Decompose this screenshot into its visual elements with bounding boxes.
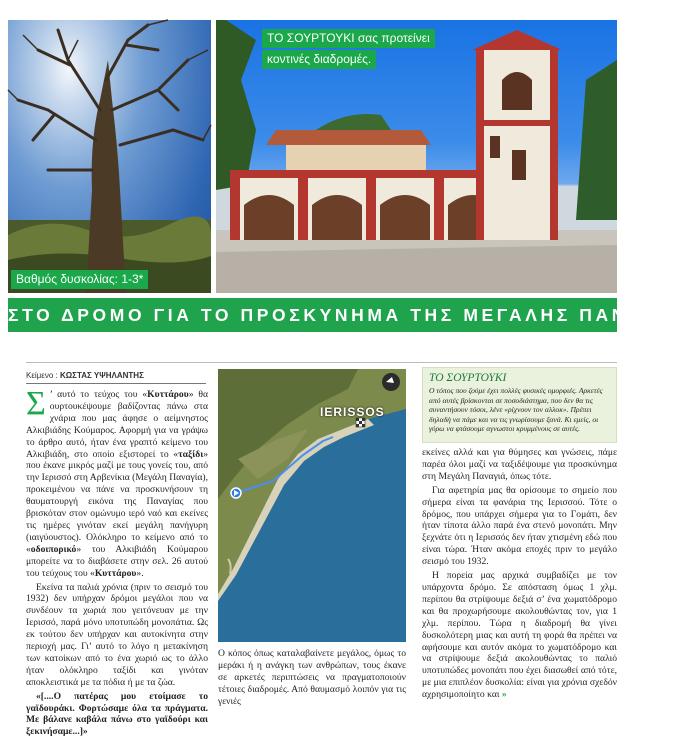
text-run: ’ αυτό το τεύχος του « bbox=[49, 389, 148, 400]
continue-arrow-icon: » bbox=[501, 689, 507, 701]
text-run: Η πορεία μας αρχικά συμβαδίζει με τον υπάρχοντα δρόμο. Σε απόσταση όμως 1 χλμ. περίπου θα στρίψουμε δεξιά σ’ ένα χωματόδρομο και θα προχωρήσουμε ακολουθώντας τον, για 1 χλμ. περίπου. Τώρα η διαδρομή θα γίνει δυσκολότερη μιας και αυτή τη φορά θα πρέπει να αφήσουμε και αυτόν ακόμα το χωματόδρομο και να στρίψουμε δεξιά ακολουθώντας το παλιό υποτυπώδες μονοπάτι που έχει διασωθεί από τότε, με μια επιπλέον δυσκολία: είναι για χρόνια σχεδόν αχρησιμοποίητο και bbox=[422, 570, 617, 701]
text-run-bold: Κυττάρου bbox=[147, 389, 189, 400]
article-paragraph-right-3 bbox=[422, 570, 617, 701]
article-quote bbox=[26, 691, 208, 739]
text-run: » που έκανε μικρός μαζί με τους γονείς του, από την Ιερισσό στη Αρβενίκια (Μεγάλη Παναγία), προκειμένου να πάνε να προσκυνήσουν τη θαυματουργή εικόνα της Παναγίας που βρισκόταν στον ομώνυμο ιερό ναό και εκείνες τις ημέρες γινόταν εκεί μεγάλη πανήγυρη (ιαιγύουστος). Ολόκληρο το κείμενο από το « bbox=[26, 448, 208, 555]
byline-divider bbox=[26, 383, 206, 384]
article-column-right bbox=[422, 447, 617, 703]
text-run-bold: Κυττάρου bbox=[94, 567, 137, 579]
article-paragraph-1 bbox=[26, 385, 208, 580]
article-paragraph-2: Εκείνα τα παλιά χρόνια (πριν το σεισμό του 1932) δεν υπήρχαν δρόμοι μεγάλοι που να συνδέουν τα χωριά που γειτόνευαν με την Ιερισσό, παρά μόνο υποτυπώδη μονοπάτια. Ως εκ τούτου δεν υπήρχαν και αυτοκίνητα στην περιοχή μας. Γι’ αυτό το λόγο η μετακίνηση των κατοίκων από το ένα χωριό ως το άλλο ήταν ολόκληρο ταξίδι και γινόταν αποκλειστικά με τα πόδια ή με τα ζώα. bbox=[26, 581, 208, 688]
text-run: » θα ουρτουκέψουμε βαδίζοντας πάνω στα χνάρια που μας άφησε ο αείμνηστος Αλκιβιάδης Κούμαρος. Αφορμή για να γράψω το άρθρο αυτό, ήταν ένα γραπτό κείμενο του Αλκιβιάδη, στο οποίο εξιστορεί το « bbox=[26, 389, 208, 460]
route-map bbox=[218, 369, 406, 642]
article-paragraph-right-2: Για αφετηρία μας θα ορίσουμε το σημείο που σήμερα είναι τα φανάρια της Ιερισσού. Τότε ο δρόμος, που υπάρχει σήμερα για το Γομάτι, δεν ήταν τίποτα άλλο παρά ένα στενό μονοπάτι. Μην ξεχνάτε ότι η Ιερισσός δεν ήταν χτισμένη εδώ που είναι τώρα. Ήταν ακόμα εποχές πριν το μεγάλο σεισμό του 1932. bbox=[422, 484, 617, 568]
map-caption-text: Ο κόπος όπως καταλαβαίνετε μεγάλος, όμως το μεράκι ή η ανάγκη των ανθρώπων, τους έκανε σε αρκετές περιπτώσεις να πραγματοποιούν τέτοιες διαδρομές. Από θαυμασμό λοιπόν για τις γενιές bbox=[218, 648, 406, 707]
map-place-label: IERISSOS bbox=[320, 405, 385, 419]
difficulty-label: Βαθμός δυσκολίας: 1-3* bbox=[11, 270, 148, 289]
text-run: ». bbox=[136, 567, 144, 579]
text-run-bold: οδοιπορικό bbox=[30, 543, 77, 555]
section-divider bbox=[26, 362, 617, 363]
sidebar-title: ΤΟ ΣΟΥΡΤΟΥΚΙ bbox=[429, 372, 507, 384]
tree-illustration bbox=[8, 20, 211, 293]
byline-author: ΚΩΣΤΑΣ ΥΨΗΛΑΝΤΗΣ bbox=[59, 371, 144, 380]
route-suggestion-label-line2: κοντινές διαδρομές. bbox=[262, 50, 376, 69]
text-run-bold: ταξίδι bbox=[178, 448, 204, 460]
sourtouki-sidebar bbox=[422, 367, 617, 443]
article-paragraph-right-1: εκείνες αλλά και για θύμησες και γνώσεις, πάμε παρέα όλοι μαζί να ταξιδέψουμε για προσκύνημα στη Μεγάλη Παναγιά, όπως τότε. bbox=[422, 447, 617, 482]
drop-cap: Σ bbox=[26, 385, 46, 422]
byline-prefix: Κείμενο : bbox=[26, 371, 60, 380]
text-run: » του Αλκιβιάδη Κούμαρου μπορείτε να το διαβάσετε στην σελ. 26 αυτού του τεύχους του « bbox=[26, 543, 208, 579]
route-suggestion-label-line1: ΤΟ ΣΟΥΡΤΟΥΚΙ σας προτείνει bbox=[262, 29, 435, 48]
article-title-banner: ΣΤΟ ΔΡΟΜΟ ΓΙΑ ΤΟ ΠΡΟΣΚΥΝΗΜΑ ΤΗΣ ΜΕΓΑΛΗΣ ΠΑΝΑΓΙΑΣ bbox=[8, 298, 617, 332]
byline bbox=[26, 371, 144, 380]
church-photo bbox=[216, 20, 617, 293]
article-column-left bbox=[26, 385, 208, 740]
sidebar-text: Ο τόπος που ζούμε έχει πολλές φυσικές ομορφιές. Αρκετές από αυτές βρίσκονται σε ποσοδιάστημα, που δεν θα τις συναντήσουν τόσοι, λένε «ρίχνουν τον αλλοκ». Πρέπει δηλαδή να πάμε και να τις γνωρίσουμε ξανά. Κι εμείς, οι γύρω να φτάσουμε αγνωστοι κρυμμένους σε αυτές. bbox=[429, 386, 603, 433]
quote-text: «[....Ο πατέρας μου ετοίμασε το γαϊδουράκι. Φορτώσαμε όλα τα πράγματα. Με βάλανε καβάλα πάνω στο γαϊδούρι και ξεκινήσαμε...]» bbox=[26, 690, 208, 738]
tree-photo bbox=[8, 20, 211, 293]
